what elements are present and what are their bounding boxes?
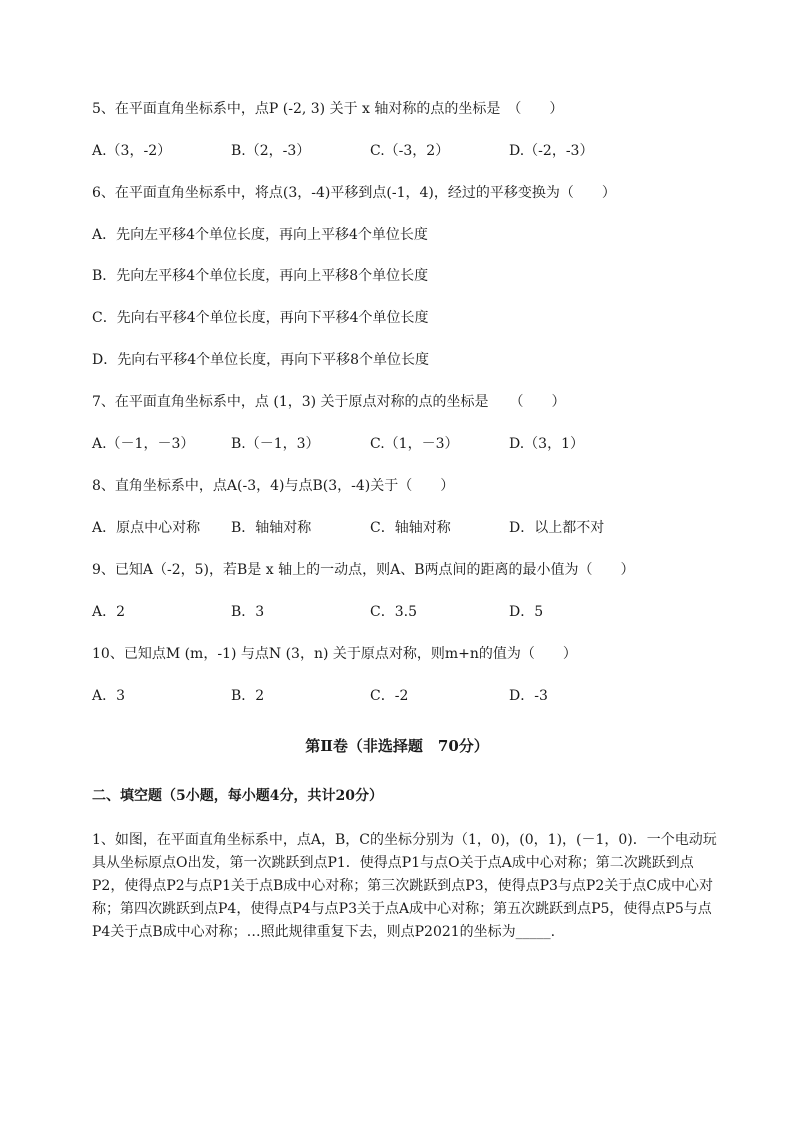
q8-option-a: A．原点中心对称 [92, 520, 201, 536]
question-8-stem: 8、直角坐标系中，点A(-3，4)与点B(3，-4)关于（ ） [92, 478, 455, 494]
q7-option-c: C.（1，－3） [370, 436, 459, 452]
q8-option-c: C．轴轴对称 [370, 520, 451, 536]
q5-option-b: B.（2，-3） [231, 143, 311, 159]
q10-option-c: C．-2 [370, 688, 409, 704]
fill-question-line: P2，使得点P2与点P1关于点B成中心对称；第三次跳跃到点P3，使得点P3与点P2关于点C成中心对 [92, 878, 713, 894]
part2-title: 第Ⅱ卷（非选择题 70分） [305, 737, 489, 755]
q7-option-d: D.（3，1） [509, 436, 584, 452]
fill-question-line: 具从坐标原点O出发，第一次跳跃到点P1．使得点P1与点O关于点A成中心对称；第二次跳跃到点 [92, 855, 694, 871]
fill-question-line: 称；第四次跳跃到点P4，使得点P4与点P3关于点A成中心对称；第五次跳跃到点P5，使得点P5与点 [92, 901, 712, 917]
question-7-stem: 7、在平面直角坐标系中，点 (1，3) 关于原点对称的点的坐标是 （ ） [92, 394, 566, 410]
question-9-stem: 9、已知A（-2，5)，若B是 x 轴上的一动点，则A、B两点间的距离的最小值为（ ） [92, 562, 635, 578]
q10-option-b: B．2 [231, 688, 265, 704]
q9-option-c: C．3.5 [370, 604, 417, 620]
question-6-stem: 6、在平面直角坐标系中，将点(3，-4)平移到点(-1，4)，经过的平移变换为（ ） [92, 185, 616, 201]
fill-question-line: 1、如图，在平面直角坐标系中，点A，B，C的坐标分别为（1，0)，(0，1)，(－1，0)．一个电动玩 [92, 832, 717, 848]
q6-option-a: A．先向左平移4个单位长度，再向上平移4个单位长度 [92, 227, 428, 243]
q7-option-b: B.（－1，3） [231, 436, 320, 452]
q10-option-a: A．3 [92, 688, 126, 704]
q5-option-c: C.（-3，2） [370, 143, 450, 159]
q10-option-d: D．-3 [509, 688, 548, 704]
q8-option-b: B．轴轴对称 [231, 520, 312, 536]
section2-heading: 二、填空题（5小题，每小题4分，共计20分） [92, 788, 383, 804]
q8-option-d: D．以上都不对 [509, 520, 605, 536]
q9-option-b: B．3 [231, 604, 265, 620]
q9-option-a: A．2 [92, 604, 126, 620]
q9-option-d: D．5 [509, 604, 544, 620]
q6-option-c: C．先向右平移4个单位长度，再向下平移4个单位长度 [92, 310, 429, 326]
q5-option-a: A.（3，-2） [92, 143, 172, 159]
q6-option-b: B．先向左平移4个单位长度，再向上平移8个单位长度 [92, 268, 429, 284]
question-10-stem: 10、已知点M (m，-1) 与点N (3，n) 关于原点对称，则m+n的值为（ ） [92, 646, 577, 662]
q5-option-d: D.（-2，-3） [509, 143, 594, 159]
fill-question-1 [92, 829, 717, 944]
q6-option-d: D．先向右平移4个单位长度，再向下平移8个单位长度 [92, 352, 430, 368]
q7-option-a: A.（－1，－3） [92, 436, 195, 452]
fill-question-line: P4关于点B成中心对称；…照此规律重复下去，则点P2021的坐标为_____. [92, 924, 556, 940]
question-5-stem: 5、在平面直角坐标系中，点P (-2, 3) 关于 x 轴对称的点的坐标是 （ ） [92, 101, 564, 117]
